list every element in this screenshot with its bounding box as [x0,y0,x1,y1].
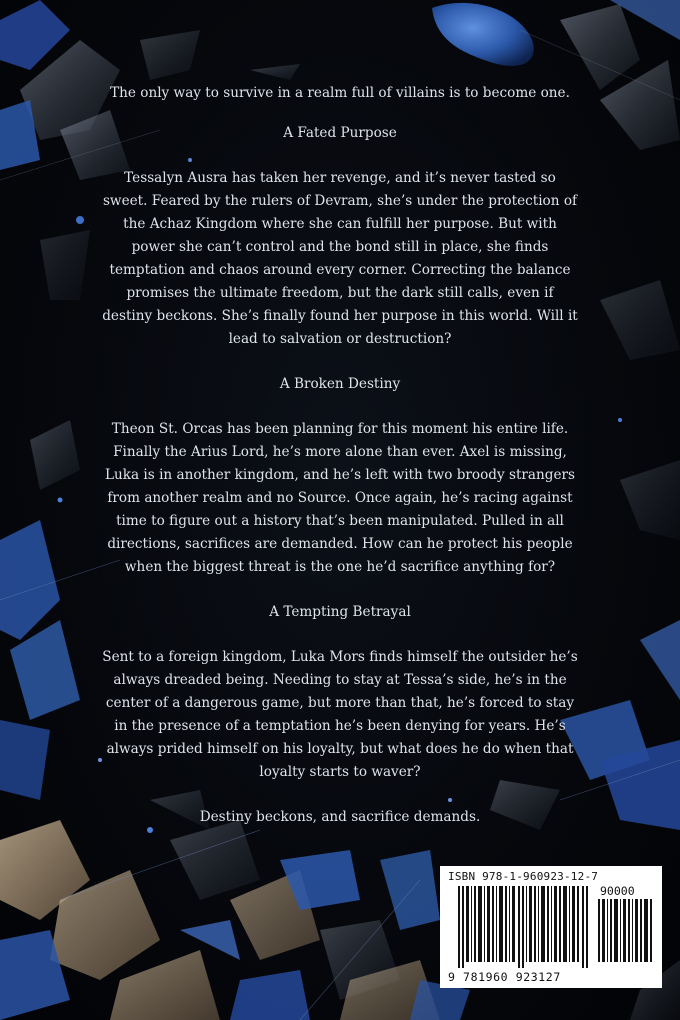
isbn-barcode [440,866,662,988]
price-code: 90000 [600,884,635,898]
closing-line: Destiny beckons, and sacrifice demands. [199,809,481,825]
section-body-tempting-betrayal: Sent to a foreign kingdom, Luka Mors finds himself the outsider he’s always dreaded being. Needing to stay at Tessa’s side, he’s in the center of a dangerous game, but more than that, he’s forced to stay in the presence of a temptation he’s been denying for years. He’s always prided himself on his loyalty, but what does he do when that loyalty starts to waver? [102,649,578,780]
section-heading-tempting-betrayal: A Tempting Betrayal [269,604,411,620]
ean-digits: 9 781960 923127 [448,970,561,984]
blurb [100,82,580,851]
section-body-fated-purpose: Tessalyn Ausra has taken her revenge, and it’s never tasted so sweet. Feared by the rulers of Devram, she’s under the protection of the Achaz Kingdom where she can fulfill her purpose. But with power she can’t control and the bond still in place, she finds temptation and chaos around every corner. Correcting the balance promises the ultimate freedom, but the dark still calls, even if destiny beckons. She’s finally found her purpose in this world. Will it lead to salvation or destruction? [102,170,578,347]
section-heading-fated-purpose: A Fated Purpose [283,125,397,141]
section-body-broken-destiny: Theon St. Orcas has been planning for this moment his entire life. Finally the Arius Lord, he’s more alone than ever. Axel is missing, Luka is in another kingdom, and he’s left with two broody strangers from another realm and no Source. Once again, he’s racing against time to figure out a history that’s been manipulated. Pulled in all directions, sacrifices are demanded. How can he protect his people when the biggest threat is the one he’d sacrifice anything for? [104,421,576,575]
hook-line: The only way to survive in a realm full of villains is to become one. [110,85,570,101]
isbn-label: ISBN 978-1-960923-12-7 [448,870,599,883]
ean-barcode-bars [458,886,594,968]
section-heading-broken-destiny: A Broken Destiny [279,376,401,392]
addon-barcode-bars [598,899,652,962]
